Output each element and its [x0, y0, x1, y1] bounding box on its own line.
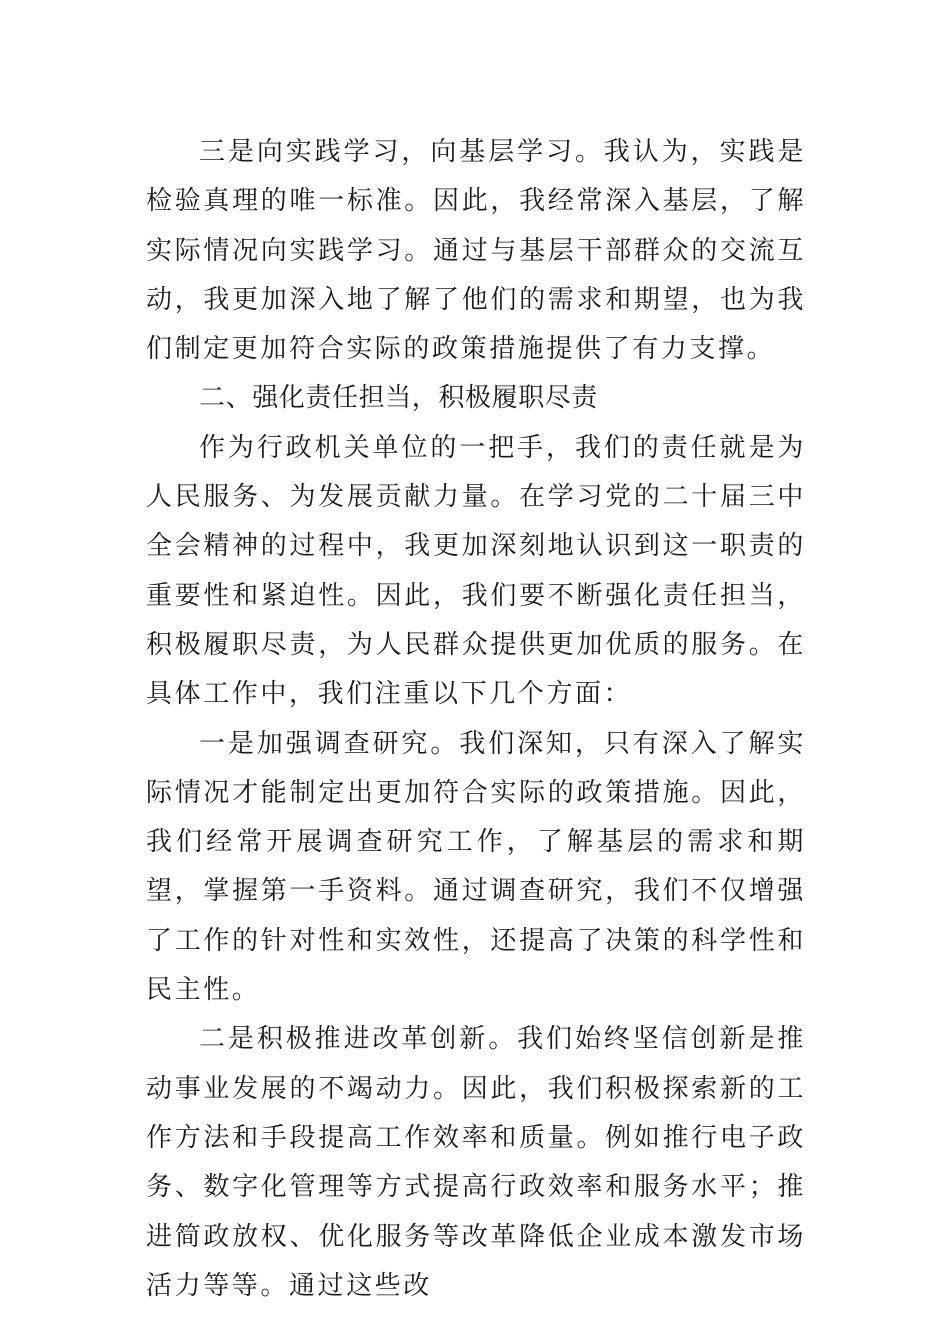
- paragraph-reform-innovation: 二是积极推进改革创新。我们始终坚信创新是推动事业发展的不竭动力。因此，我们积极探索新的工作方法和手段提高工作效率和质量。例如推行电子政务、数字化管理等方式提高行政效率和服务水平；推进简政放权、优化服务等改革降低企业成本激发市场活力等等。通过这些改: [146, 1024, 806, 1301]
- section-heading-responsibility: 二、强化责任担当，积极履职尽责: [199, 383, 599, 414]
- paragraph-investigation: 一是加强调查研究。我们深知，只有深入了解实际情况才能制定出更加符合实际的政策措施。因此，我们经常开展调查研究工作，了解基层的需求和期望，掌握第一手资料。通过调查研究，我们不仅增强了工作的针对性和实效性，还提高了决策的科学性和民主性。: [146, 728, 806, 1006]
- paragraph-responsibility: 作为行政机关单位的一把手，我们的责任就是为人民服务、为发展贡献力量。在学习党的二十届三中全会精神的过程中，我更加深刻地认识到这一职责的重要性和紧迫性。因此，我们要不断强化责任担当，积极履职尽责，为人民群众提供更加优质的服务。在具体工作中，我们注重以下几个方面：: [146, 432, 806, 710]
- document-body: [146, 128, 806, 1311]
- paragraph-practice-learning: 三是向实践学习，向基层学习。我认为，实践是检验真理的唯一标准。因此，我经常深入基层，了解实际情况向实践学习。通过与基层干部群众的交流互动，我更加深入地了解了他们的需求和期望，也为我们制定更加符合实际的政策措施提供了有力支撑。: [146, 137, 806, 365]
